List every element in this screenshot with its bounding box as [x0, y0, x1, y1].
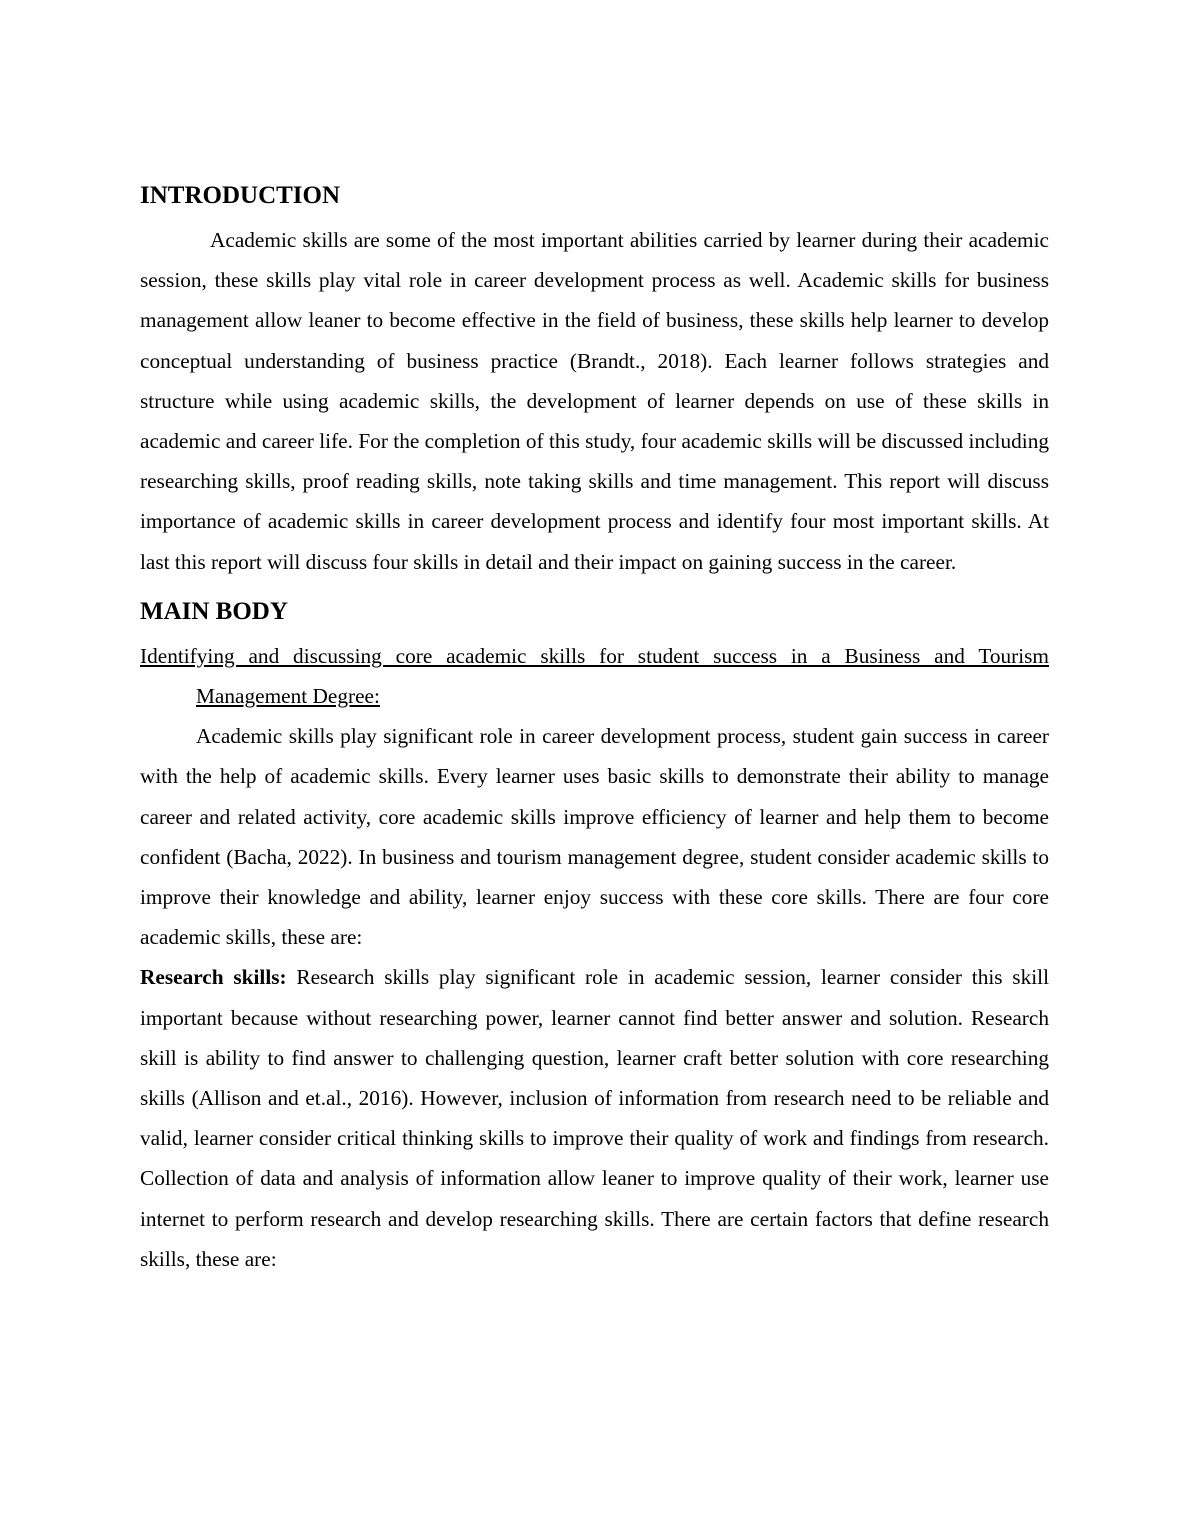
section-subheading: Identifying and discussing core academic skills for student success in a Business and Tourism Management Degree: [140, 643, 1049, 709]
main-body-heading: MAIN BODY [140, 597, 288, 625]
research-skills-text: Research skills play significant role in academic session, learner consider this skill important because without researching power, learner cannot find better answer and solution. Research skill is ability to find answer to challenging question, learner craft better solution with core researching skills (Allison and et.al., 2016). However, inclusion of information from research need to be reliable and valid, learner consider critical thinking skills to improve their quality of work and findings from research. Collection of data and analysis of information allow leaner to improve quality of their work, learner use internet to perform research and develop researching skills. There are certain factors that define research skills, these are: [140, 965, 1049, 1271]
main-body-paragraph: Academic skills play significant role in career development process, student gain success in career with the help of academic skills. Every learner uses basic skills to demonstrate their ability to manage career and related activity, core academic skills improve efficiency of learner and help them to become confident (Bacha, 2022). In business and tourism management degree, student consider academic skills to improve their knowledge and ability, learner enjoy success with these core skills. There are four core academic skills, these are: [140, 724, 1049, 950]
introduction-paragraph: Academic skills are some of the most important abilities carried by learner during their academic session, these skills play vital role in career development process as well. Academic skills for business management allow leaner to become effective in the field of business, these skills help learner to develop conceptual understanding of business practice (Brandt., 2018). Each learner follows strategies and structure while using academic skills, the development of learner depends on use of these skills in academic and career life. For the completion of this study, four academic skills will be discussed including researching skills, proof reading skills, note taking skills and time management. This report will discuss importance of academic skills in career development process and identify four most important skills. At last this report will discuss four skills in detail and their impact on gaining success in the career. [140, 228, 1049, 574]
research-skills-paragraph [140, 957, 1049, 1279]
introduction-heading: INTRODUCTION [140, 182, 341, 209]
research-skills-lead: Research skills: [140, 965, 287, 990]
document-page [140, 176, 1049, 1279]
